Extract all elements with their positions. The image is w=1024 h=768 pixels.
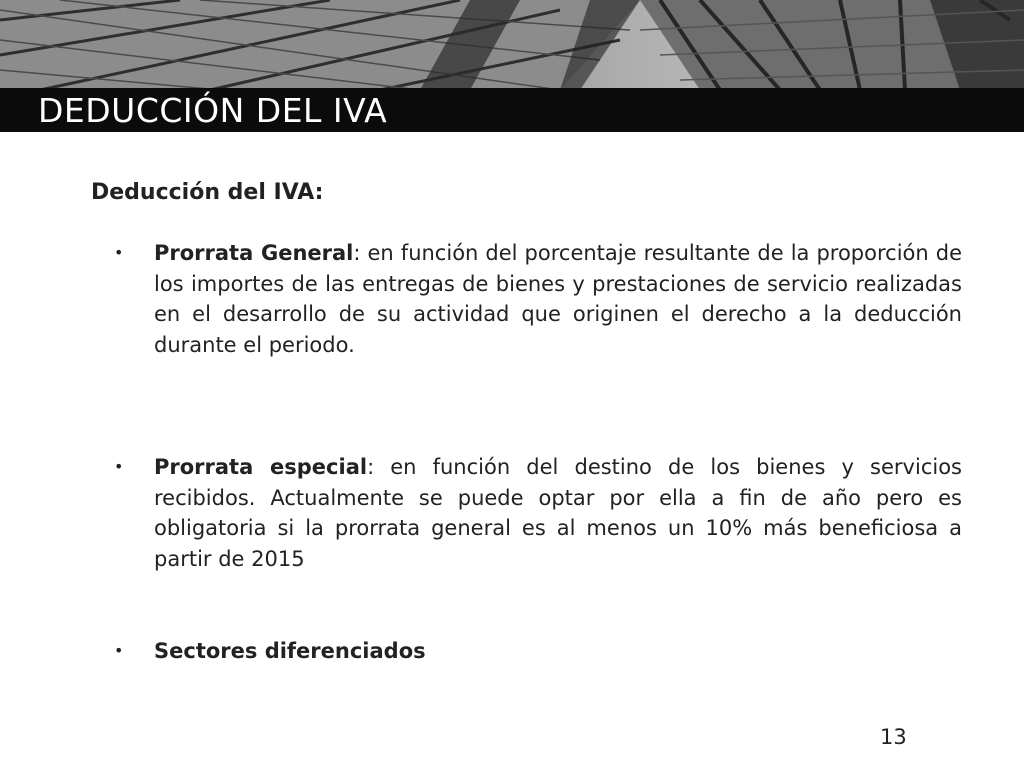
bullet-icon: • — [114, 243, 124, 262]
bullet-term: Prorrata especial — [154, 455, 368, 479]
bullet-item-prorrata-general — [154, 238, 962, 360]
slide-title: DEDUCCIÓN DEL IVA — [38, 91, 388, 130]
bullet-item-prorrata-especial — [154, 452, 962, 574]
page-number: 13 — [880, 725, 907, 749]
bullet-text: : en función del destino de los bienes y servicios recibidos. Actualmente se puede optar por ella a fin de año pero es obligatoria si la prorrata general es al menos un 10% más beneficiosa a partir de 2015 — [154, 455, 962, 571]
bullet-icon: • — [114, 457, 124, 476]
section-heading: Deducción del IVA: — [91, 180, 324, 205]
bullet-item-sectores-diferenciados — [154, 636, 962, 667]
bullet-text: : en función del porcentaje resultante de la proporción de los importes de las entregas de bienes y prestaciones de servicio realizadas en el desarrollo de su actividad que originen el derecho a la deducción durante el periodo. — [154, 241, 963, 357]
bullet-term: Sectores diferenciados — [154, 639, 426, 663]
bullet-icon: • — [114, 641, 124, 660]
bullet-term: Prorrata General — [154, 241, 354, 265]
